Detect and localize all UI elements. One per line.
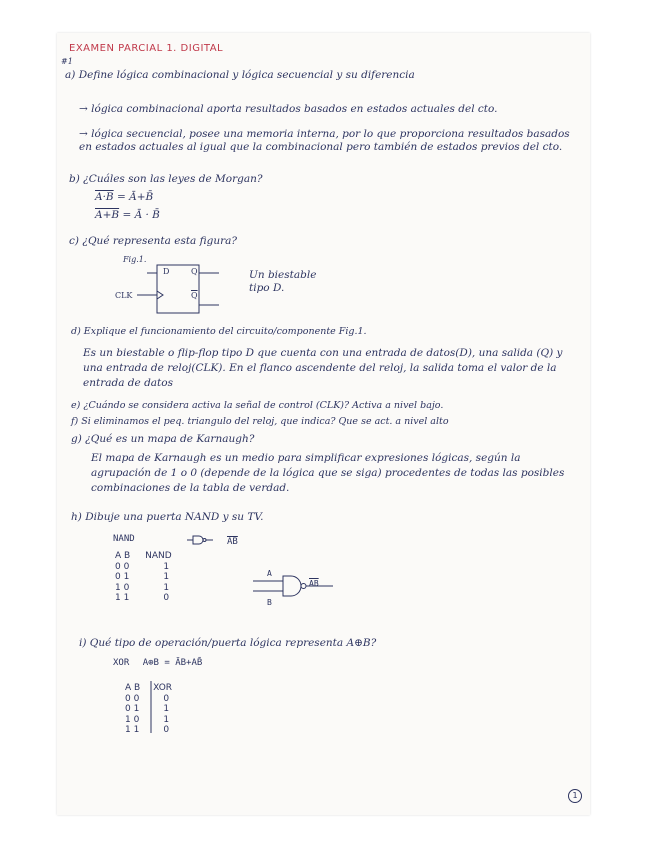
clk-triangle	[157, 291, 163, 299]
xor-line	[113, 657, 202, 670]
exam-title: EXAMEN PARCIAL 1. DIGITAL	[69, 43, 224, 54]
question-d: d) Explique el funcionamiento del circuito/componente Fig.1.	[71, 326, 367, 337]
morgan-law-2-rhs: = Ā · B̄	[122, 209, 160, 221]
pin-qbar-label: $\overline{Q}$	[191, 291, 198, 300]
nand-tt-header	[115, 551, 172, 562]
answer-c: Un biestable tipo D.	[249, 269, 317, 294]
xor-expr-rhs: = ĀB+AB̄	[164, 658, 203, 668]
morgan-law-2	[95, 209, 160, 222]
fig-label: Fig.1.	[123, 255, 147, 264]
f-line	[71, 415, 449, 428]
nand-tt-header-a: A	[115, 551, 122, 561]
nand-gate-output: $\overline{AB}$	[309, 579, 319, 588]
e-line	[71, 399, 443, 412]
exam-number: #1	[61, 57, 73, 66]
morgan-law-1	[95, 191, 153, 204]
exam-sheet	[57, 33, 590, 815]
answer-a-combinational: → lógica combinacional aporta resultados basados en estados actuales del cto.	[79, 103, 498, 115]
morgan-law-2-lhs: A+B	[95, 209, 120, 221]
nand-tt-header-b: B	[124, 551, 131, 561]
xor-tt-row: 0 0 0	[125, 693, 170, 704]
question-g: g) ¿Qué es un mapa de Karnaugh?	[71, 433, 255, 445]
xor-tt-row: 1 1 0	[125, 725, 170, 735]
answer-d: Es un biestable o flip-flop tipo D que cuenta con una entrada de datos(D), una salida (Q) y una entrada de reloj(CLK). En el flanco ascendente del reloj, la salida toma el valor de la entrada de datos	[83, 347, 563, 389]
xor-expr-lhs: A⊕B	[142, 658, 159, 668]
nand-gate-input-b: B	[267, 598, 272, 607]
nand-tt-row: 0 0 1	[115, 561, 170, 572]
xor-tt-header-a: A	[125, 683, 132, 693]
xor-tt-row: 0 1 1	[125, 704, 170, 714]
xor-tt-header-out: XOR	[153, 683, 173, 693]
nand-tt-row: 1 0 1	[115, 582, 170, 593]
pin-q-label: Q	[191, 267, 198, 276]
question-i: i) Qué tipo de operación/puerta lógica representa A⊕B?	[79, 637, 377, 649]
page-number: 1	[568, 789, 582, 803]
nand-expression: $\overline{AB}$	[227, 537, 238, 547]
xor-tt-row: 1 0 1	[125, 714, 170, 725]
nand-label: NAND	[113, 534, 135, 544]
nand-tt-header-out: NAND	[145, 551, 172, 561]
xor-table-divider	[149, 681, 153, 733]
answer-a-sequential: → lógica secuencial, posee una memoria interna, por lo que proporciona resultados basados en estados actuales al igual que la combinacional pero también de estados previos del cto.	[79, 128, 570, 153]
answer-g: El mapa de Karnaugh es un medio para simplificar expresiones lógicas, según la agrupación de 1 o 0 (depende de la lógica que se siga) procedentes de todas las posibles combinaciones de la tabla de verdad.	[91, 452, 565, 494]
nand-small-symbol	[187, 535, 213, 545]
answer-e: Activa a nivel bajo.	[352, 400, 444, 411]
morgan-law-1-lhs: A·B	[95, 191, 114, 203]
question-h: h) Dibuje una puerta NAND y su TV.	[71, 511, 264, 523]
nand-truth-table	[115, 551, 172, 604]
question-b: b) ¿Cuáles son las leyes de Morgan?	[69, 173, 263, 185]
morgan-law-1-rhs: = Ā+B̄	[116, 191, 154, 203]
nand-tt-row: 0 1 1	[115, 572, 170, 582]
xor-tt-header-b: B	[134, 683, 141, 693]
answer-f: Que se act. a nivel alto	[338, 416, 449, 427]
nand-gate-diagram	[253, 573, 333, 599]
question-a: a) Define lógica combinacional y lógica secuencial y su diferencia	[65, 69, 415, 81]
question-e: e) ¿Cuándo se considera activa la señal de control (CLK)?	[71, 400, 350, 411]
pin-clk-label: CLK	[115, 291, 133, 300]
xor-label: XOR	[113, 658, 130, 668]
nand-gate-input-a: A	[267, 569, 272, 578]
question-f: f) Si eliminamos el peq. triangulo del reloj, que indica?	[71, 416, 336, 427]
pin-d-label: D	[163, 267, 170, 276]
question-c: c) ¿Qué representa esta figura?	[69, 235, 238, 247]
nand-tt-row: 1 1 0	[115, 593, 170, 603]
